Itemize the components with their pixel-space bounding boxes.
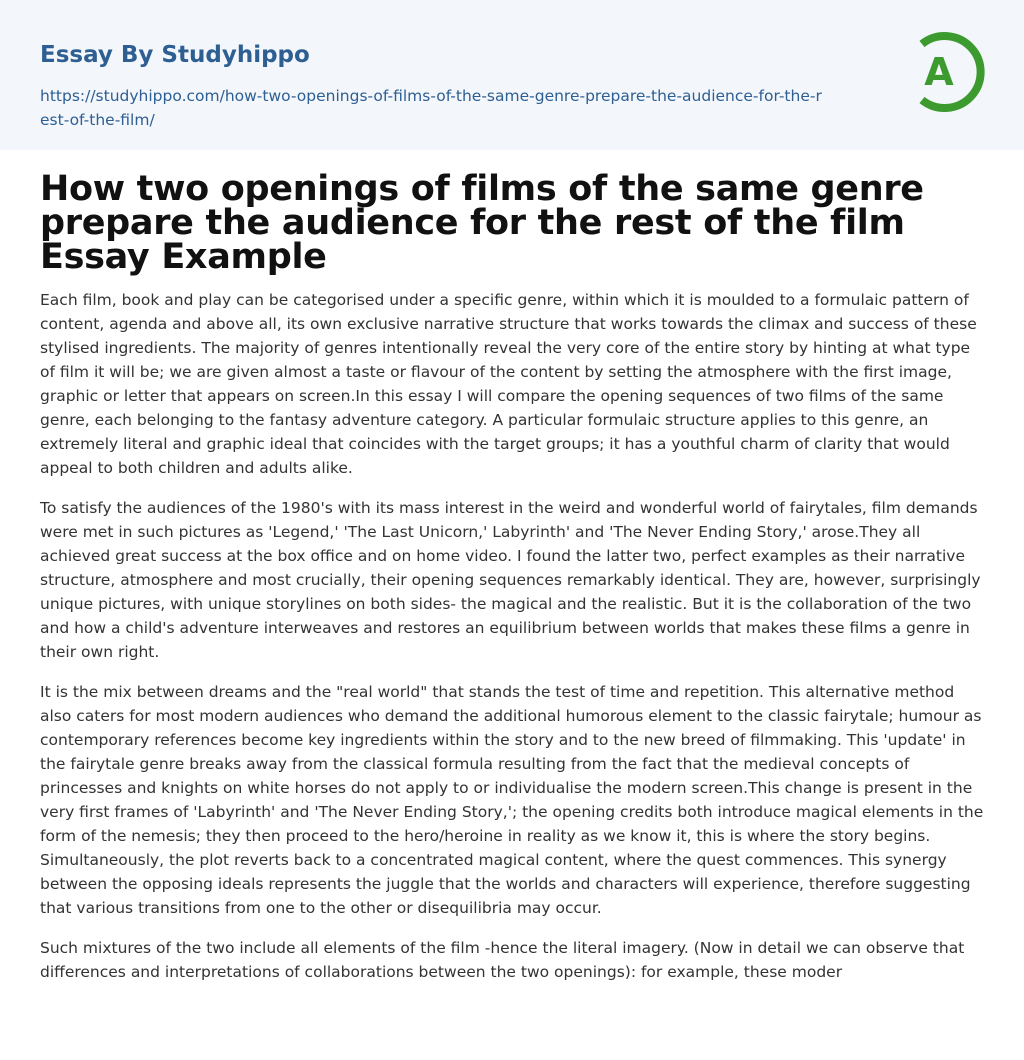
article-paragraph: It is the mix between dreams and the "real world" that stands the test of time and repetition. This alternative method also caters for most modern audiences who demand the additional humorous element to the classic fairytale; humour as contemporary references become key ingredients within the story and to the new breed of filmmaking. This 'update' in the fairytale genre breaks away from the classical formula resulting from the fact that the medieval concepts of princesses and knights on white horses do not apply to or individualise the modern screen.This change is present in the very first frames of 'Labyrinth' and 'The Never Ending Story,'; the opening credits both introduce magical elements in the form of the nemesis; they then proceed to the hero/heroine in reality as we know it, this is where the story begins. Simultaneously, the plot reverts back to a concentrated magical content, where the quest commences. This synergy between the opposing ideals represents the juggle that the worlds and characters will experience, therefore suggesting that various transitions from one to the other or disequilibria may occur. xyxy=(40,683,984,917)
site-brand[interactable]: Essay By Studyhippo xyxy=(40,42,310,68)
article-url-link[interactable]: https://studyhippo.com/how-two-openings-of-films-of-the-same-genre-prepare-the-audience-for-the-rest-of-the-film/ xyxy=(40,87,822,129)
logo-letter: A xyxy=(924,50,954,94)
article-paragraph: Such mixtures of the two include all elements of the film -hence the literal imagery. (Now in detail we can observe that differences and interpretations of collaborations between the two openings): for example, these moder xyxy=(40,939,965,981)
site-header xyxy=(0,0,1024,150)
studyhippo-logo-icon[interactable] xyxy=(910,28,988,116)
article-body xyxy=(0,150,1024,984)
article-paragraph: To satisfy the audiences of the 1980's with its mass interest in the weird and wonderful world of fairytales, film demands were met in such pictures as 'Legend,' 'The Last Unicorn,' Labyrinth' and 'The Never Ending Story,' arose.They all achieved great success at the box office and on home video. I found the latter two, perfect examples as their narrative structure, atmosphere and most crucially, their opening sequences remarkably identical. They are, however, surprisingly unique pictures, with unique storylines on both sides- the magical and the realistic. But it is the collaboration of the two and how a child's adventure interweaves and restores an equilibrium between worlds that makes these films a genre in their own right. xyxy=(40,499,981,661)
article-title: How two openings of films of the same genre prepare the audience for the rest of the film Essay Example xyxy=(40,169,924,277)
article-paragraph: Each film, book and play can be categorised under a specific genre, within which it is moulded to a formulaic pattern of content, agenda and above all, its own exclusive narrative structure that works towards the climax and success of these stylised ingredients. The majority of genres intentionally reveal the very core of the entire story by hinting at what type of film it will be; we are given almost a taste or flavour of the content by setting the atmosphere with the first image, graphic or letter that appears on screen.In this essay I will compare the opening sequences of two films of the same genre, each belonging to the fantasy adventure category. A particular formulaic structure applies to this genre, an extremely literal and graphic ideal that coincides with the target groups; it has a youthful charm of clarity that would appeal to both children and adults alike. xyxy=(40,291,977,477)
